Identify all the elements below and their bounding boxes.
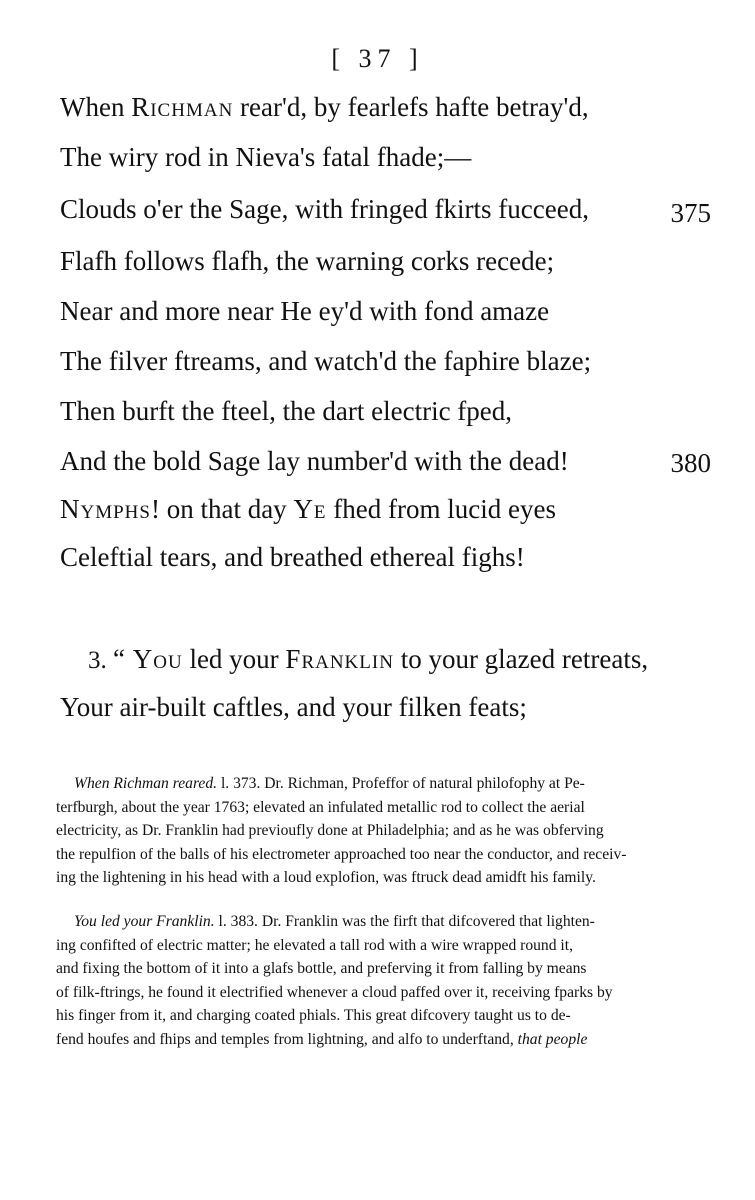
line-number: 375 bbox=[670, 198, 711, 228]
word-ye: Ye bbox=[293, 494, 327, 524]
name-franklin: Franklin bbox=[285, 644, 394, 674]
verse-line: Flafh follows flafh, the warning corks recede; bbox=[60, 246, 555, 276]
line-number: 380 bbox=[670, 448, 711, 478]
footnote-lemma: When Richman reared. bbox=[74, 775, 218, 792]
name-richman: Richman bbox=[131, 92, 234, 122]
verse-line: Nymphs! on that day Ye fhed from lucid eyes bbox=[60, 494, 556, 524]
verse-line: When Richman rear'd, by fearlefs hafte betray'd, bbox=[60, 92, 589, 122]
word-nymphs: Nymphs bbox=[60, 494, 151, 524]
verse-line: Your air-built caftles, and your filken feats; bbox=[60, 692, 527, 722]
verse-line: Celeftial tears, and breathed ethereal fighs! bbox=[60, 542, 525, 572]
verse-line: And the bold Sage lay number'd with the dead! bbox=[60, 446, 569, 476]
stanza-number: 3. bbox=[88, 647, 113, 674]
page-number: [ 37 ] bbox=[331, 44, 424, 73]
verse-line: 3. “ You led your Franklin to your glazed retreats, bbox=[88, 644, 649, 674]
verse-line: The filver ftreams, and watch'd the faphire blaze; bbox=[60, 346, 592, 376]
footnote-lemma: You led your Franklin. bbox=[74, 913, 215, 930]
verse-line: Near and more near He ey'd with fond amaze bbox=[60, 296, 550, 326]
footnote-franklin: You led your Franklin. l. 383. Dr. Franklin was the firft that difcovered that lighten- ing confifted of electric matter; he elevated a tall rod with a wire wrapped round it, and fixing the bottom of it into a glafs bottle, and preferving it from falling by means of filk-ftrings, he found it electrified whenever a cloud paffed over it, receiving fparks by his finger from it, and charging coated phials. This great difcovery taught us to de- fend houfes and fhips and temples from lightning, and alfo to underftand, that people bbox=[56, 913, 613, 1048]
verse-line: The wiry rod in Nieva's fatal fhade;— bbox=[60, 142, 472, 172]
verse-line: Then burft the fteel, the dart electric fped, bbox=[60, 396, 513, 426]
verse-line: Clouds o'er the Sage, with fringed fkirts fucceed, bbox=[60, 194, 589, 224]
catchword: that people bbox=[517, 1030, 588, 1048]
footnote-richman: When Richman reared. l. 373. Dr. Richman, Profeffor of natural philofophy at Pe- terfburgh, about the year 1763; elevated an infulated metallic rod to collect the aerial electricity, as Dr. Franklin had previoufly done at Philadelphia; and as he was obferving the repulfion of the balls of his electrometer approached too near the conductor, and receiv- ing the lightening in his head with a loud explofion, was ftruck dead amidft his family. bbox=[56, 775, 627, 886]
